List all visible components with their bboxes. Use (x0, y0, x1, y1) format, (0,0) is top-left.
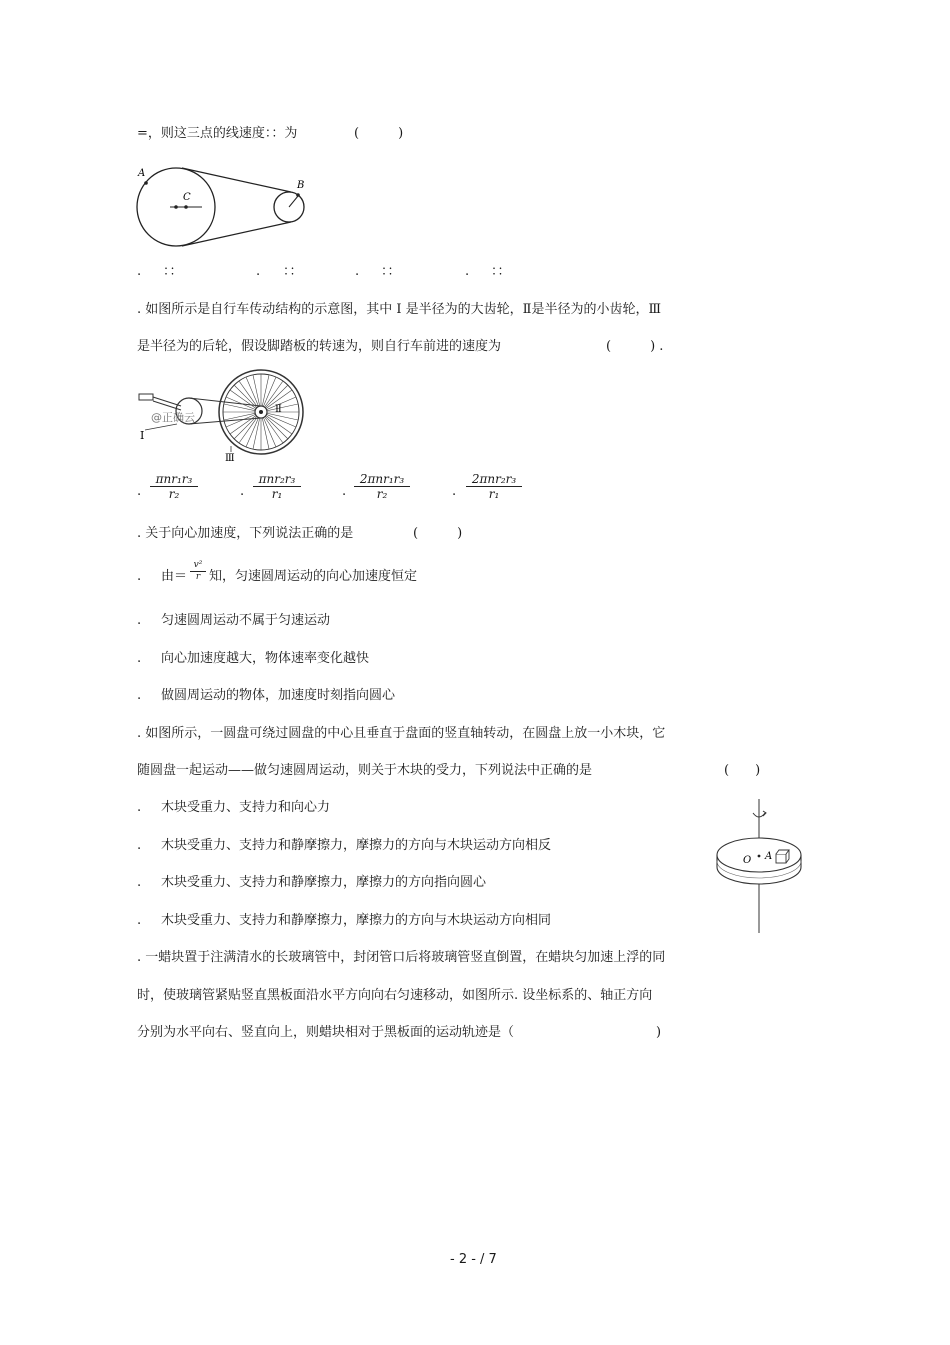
q3-option-c-label: . (137, 651, 142, 666)
q4-stem-line1: . 如图所示，一圆盘可绕过圆盘的中心且垂直于盘面的竖直轴转动，在圆盘上放一小木块，它 (137, 726, 666, 741)
q4-option-b-text: 木块受重力、支持力和静摩擦力，摩擦力的方向与木块运动方向相反 (161, 838, 552, 853)
q4-answer-paren: ( ) (724, 763, 761, 778)
belt-bottom (182, 222, 291, 246)
q2-option-a-formula (150, 472, 198, 501)
turntable-figure (712, 795, 807, 935)
q2-option-b-label: . (240, 484, 245, 499)
radius-small (289, 196, 298, 207)
q2-option-d-denominator: r₁ (488, 487, 500, 501)
q4-option-a-label: . (137, 800, 142, 815)
point-a (144, 181, 148, 185)
q1-option-d-text: ：： (491, 264, 511, 279)
q5-answer-paren-close: ) (656, 1025, 662, 1040)
q3-option-a-suffix: 知，匀速圆周运动的向心加速度恒定 (209, 569, 418, 584)
q4-option-b-label: . (137, 838, 142, 853)
pedal (139, 394, 153, 400)
q3-option-b-label: . (137, 613, 142, 628)
q1-option-b-label: . (256, 264, 261, 279)
rear-wheel (219, 370, 303, 454)
q1-intro: =，则这三点的线速度：：为 (137, 126, 298, 141)
q2-option-c-numerator: 2πnr₁r₃ (354, 472, 410, 487)
q2-option-a-numerator: πnr₁r₃ (150, 472, 198, 487)
q1-option-c-text: ：： (381, 264, 401, 279)
bicycle-figure (135, 368, 310, 463)
q2-option-c-label: . (342, 484, 347, 499)
label-c: C (183, 192, 191, 203)
q4-stem-line2: 随圆盘一起运动——做匀速圆周运动，则关于木块的受力，下列说法中正确的是 (137, 763, 593, 778)
q2-option-b-numerator: πnr₂r₃ (253, 472, 301, 487)
q3-option-a-formula (190, 560, 206, 583)
point-center (174, 205, 178, 209)
label-o: O (743, 855, 752, 866)
q3-formula-denominator: r (195, 572, 201, 582)
q4-option-d-label: . (137, 913, 142, 928)
label-one: I (140, 429, 145, 442)
label-a: A (138, 168, 146, 179)
q1-option-c-label: . (355, 264, 360, 279)
q1-option-a-label: . (137, 264, 142, 279)
label-a: A (765, 851, 773, 862)
point-c (184, 205, 188, 209)
q1-answer-paren: ( ) (354, 126, 404, 141)
q2-stem-line2: 是半径为的后轮，假设脚踏板的转速为，则自行车前进的速度为 (137, 339, 502, 354)
q3-formula-numerator: v² (190, 560, 206, 572)
q1-option-d-label: . (465, 264, 470, 279)
q3-option-d-text: 做圆周运动的物体，加速度时刻指向圆心 (161, 688, 396, 703)
q5-stem-line2: 时，使玻璃管紧贴竖直黑板面沿水平方向向右匀速移动，如图所示. 设坐标系的、轴正方向 (137, 988, 653, 1003)
q2-option-d-numerator: 2πnr₂r₃ (466, 472, 522, 487)
label-two: Ⅱ (275, 404, 282, 415)
q3-stem: . 关于向心加速度，下列说法正确的是 (137, 526, 354, 541)
q2-option-c-formula (354, 472, 410, 501)
belt-top (182, 168, 291, 192)
page-number: - 2 - / 7 (450, 1252, 497, 1267)
q2-option-b-denominator: r₁ (271, 487, 283, 501)
q2-option-b-formula (253, 472, 301, 501)
point-b (296, 193, 300, 197)
q4-option-d-text: 木块受重力、支持力和静摩擦力，摩擦力的方向与木块运动方向相同 (161, 913, 552, 928)
q2-option-d-label: . (452, 484, 457, 499)
q4-option-c-text: 木块受重力、支持力和静摩擦力，摩擦力的方向指向圆心 (161, 875, 487, 890)
q2-stem-line1: . 如图所示是自行车传动结构的示意图，其中 I 是半径为的大齿轮，Ⅱ是半径为的小齿轮，Ⅲ (137, 302, 662, 317)
q5-stem-line3: 分别为水平向右、竖直向上，则蜡块相对于黑板面的运动轨迹是（ (137, 1025, 515, 1040)
q3-option-c-text: 向心加速度越大，物体速率变化越快 (161, 651, 370, 666)
q2-option-c-denominator: r₂ (376, 487, 388, 501)
q3-answer-paren: ( ) (413, 526, 463, 541)
q5-stem-line1: . 一蜡块置于注满清水的长玻璃管中，封闭管口后将玻璃管竖直倒置，在蜡块匀加速上浮的同 (137, 950, 666, 965)
q2-answer-paren: ( ) . (606, 339, 664, 354)
q1-option-a-text: ：： (163, 264, 183, 279)
q3-option-a-prefix: 由＝ (161, 569, 188, 584)
pulley-figure (130, 165, 320, 250)
label-three: Ⅲ (225, 453, 235, 464)
q4-option-a-text: 木块受重力、支持力和向心力 (161, 800, 331, 815)
q3-option-b-text: 匀速圆周运动不属于匀速运动 (161, 613, 331, 628)
q2-option-d-formula (466, 472, 522, 501)
label-b: B (297, 180, 305, 191)
q2-option-a-denominator: r₂ (168, 487, 180, 501)
q2-option-a-label: . (137, 484, 142, 499)
q1-option-b-text: ：： (283, 264, 303, 279)
q4-option-c-label: . (137, 875, 142, 890)
q3-option-d-label: . (137, 688, 142, 703)
watermark: @正确云 (151, 411, 195, 424)
q3-option-a-label: . (137, 569, 142, 584)
